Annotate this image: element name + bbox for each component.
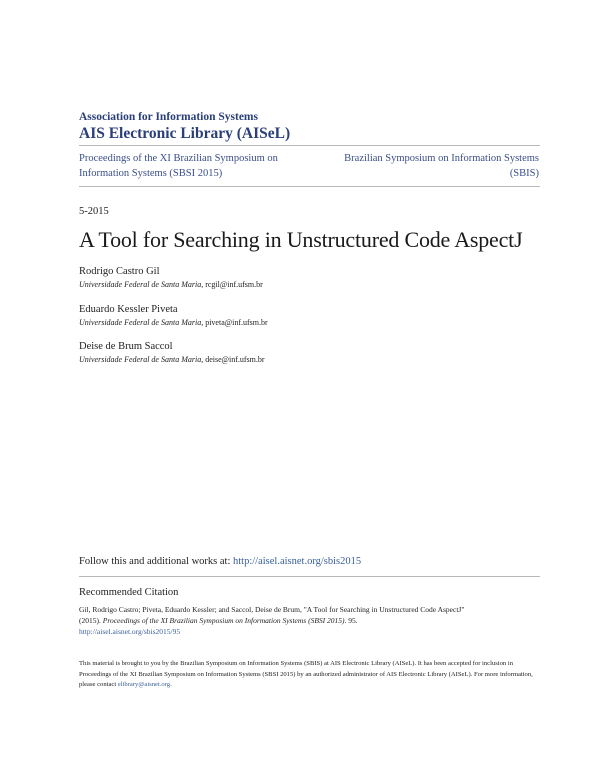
author-email: , rcgil@inf.ufsm.br [201, 280, 263, 289]
citation-proceedings: Proceedings of the XI Brazilian Symposium on Information Systems (SBSI 2015) [102, 616, 345, 625]
author-email: , piveta@inf.ufsm.br [201, 318, 268, 327]
symposium-line-1: Brazilian Symposium on Information Systems [344, 153, 539, 164]
divider-follow [79, 576, 540, 577]
paper-title: A Tool for Searching in Unstructured Code AspectJ [79, 227, 523, 252]
divider-middle [79, 186, 540, 187]
follow-line [79, 556, 361, 567]
library-name[interactable]: AIS Electronic Library (AISeL) [79, 125, 291, 142]
author-affiliation [79, 279, 263, 291]
affiliation-name: Universidade Federal de Santa Maria [79, 355, 202, 364]
organization-name[interactable]: Association for Information Systems [79, 111, 258, 123]
recommended-citation-heading: Recommended Citation [79, 587, 179, 598]
citation-number: . 95. [344, 616, 358, 625]
affiliation-name: Universidade Federal de Santa Maria [79, 318, 202, 327]
author-entry [79, 265, 263, 291]
symposium-link[interactable] [309, 151, 539, 181]
author-entry [79, 340, 265, 366]
citation-link[interactable]: http://aisel.aisnet.org/sbis2015/95 [79, 627, 181, 636]
contact-email-link[interactable]: elibrary@aisnet.org [117, 681, 171, 688]
divider-top [79, 145, 540, 146]
publication-date: 5-2015 [79, 206, 109, 217]
affiliation-name: Universidade Federal de Santa Maria [79, 280, 202, 289]
proceedings-line-1: Proceedings of the XI Brazilian Symposium on [79, 153, 278, 164]
author-entry [79, 303, 268, 329]
follow-link[interactable]: http://aisel.aisnet.org/sbis2015 [233, 556, 362, 567]
proceedings-line-2: Information Systems (SBSI 2015) [79, 168, 223, 179]
author-name: Deise de Brum Saccol [79, 341, 173, 352]
recommended-citation [79, 604, 539, 637]
citation-year: (2015). [79, 616, 103, 625]
footer-text: This material is brought to you by the Brazilian Symposium on Information Systems (SBIS) at AIS Electronic Library (AISeL). It has been accepted for inclusion in Proceedings of the XI Brazilian Symposium on Information Systems (SBSI 2015) by an authorized administrator of AIS Electronic Library (AISeL). For more information, please contact [79, 660, 533, 688]
symposium-line-2: (SBIS) [509, 168, 539, 179]
author-name: Rodrigo Castro Gil [79, 266, 160, 277]
repository-header [79, 111, 290, 143]
footer-end: . [170, 681, 172, 688]
follow-text: Follow this and additional works at: [79, 556, 233, 567]
author-name: Eduardo Kessler Piveta [79, 304, 178, 315]
author-email: , deise@inf.ufsm.br [201, 355, 265, 364]
footer-notice [79, 659, 541, 691]
citation-line-2 [79, 615, 539, 626]
author-affiliation [79, 317, 268, 329]
citation-line-1: Gil, Rodrigo Castro; Piveta, Eduardo Kessler; and Saccol, Deise de Brum, "A Tool for Searching in Unstructured Code AspectJ" [79, 605, 465, 614]
author-affiliation [79, 354, 265, 366]
proceedings-link[interactable] [79, 151, 329, 181]
